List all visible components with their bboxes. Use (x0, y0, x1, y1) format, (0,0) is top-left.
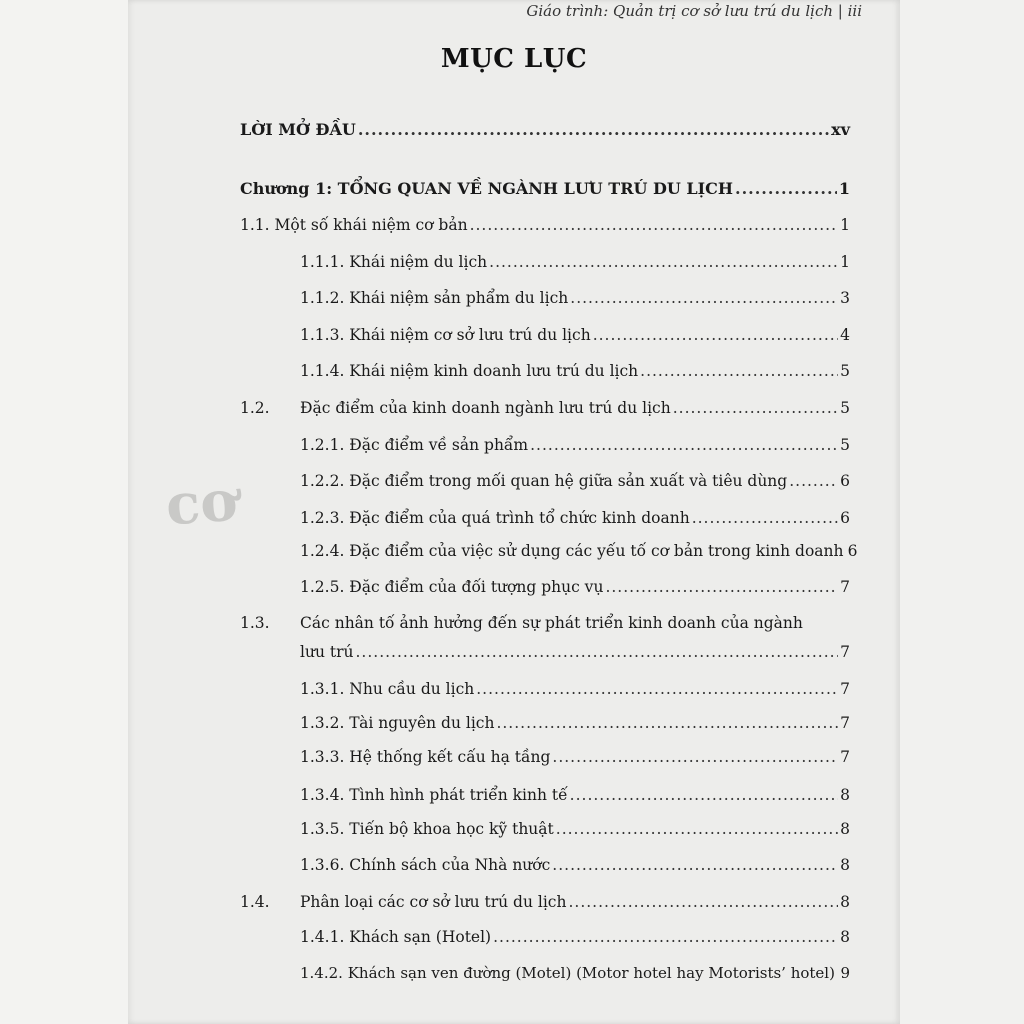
toc-entry-label: 1.2.3. Đặc điểm của quá trình tổ chức kinh doanh (300, 509, 690, 527)
toc-entry-label: 1.3.5. Tiến bộ khoa học kỹ thuật (300, 820, 554, 838)
leader-dots (568, 893, 838, 911)
toc-entry (240, 216, 850, 234)
toc-entry-page: 6 (840, 472, 850, 490)
toc-entry (300, 542, 858, 560)
toc-entry-page: xv (831, 120, 850, 139)
toc-entry-page: 6 (840, 509, 850, 527)
leader-dots (470, 216, 838, 234)
toc-entry (300, 820, 850, 838)
toc-entry-number: 1.2. (240, 399, 270, 417)
right-background (900, 0, 1024, 1024)
toc-entry-page: 4 (840, 326, 850, 344)
leader-dots (789, 472, 838, 490)
toc-entry-page: 8 (840, 928, 850, 946)
show-through-mark: cơ (163, 467, 240, 539)
toc-entry-page: 8 (840, 856, 850, 874)
toc-entry-label: 1.1.2. Khái niệm sản phẩm du lịch (300, 289, 569, 307)
toc-entry-label: Chương 1: TỔNG QUAN VỀ NGÀNH LƯU TRÚ DU LỊCH (240, 179, 734, 198)
toc-entry (300, 714, 850, 732)
toc-entry-label: 1.3.3. Hệ thống kết cấu hạ tầng (300, 748, 551, 766)
running-header: Giáo trình: Quản trị cơ sở lưu trú du lịch | iii (526, 2, 862, 20)
leader-dots (496, 714, 838, 732)
toc-entry-page: 7 (840, 714, 850, 732)
leader-dots (570, 289, 838, 307)
toc-entry-label: 1.1.4. Khái niệm kinh doanh lưu trú du lịch (300, 362, 639, 380)
toc-entry-label: 1.2.4. Đặc điểm của việc sử dụng các yếu tố cơ bản trong kinh doanh (300, 542, 844, 560)
toc-entry-label: 1.2.5. Đặc điểm của đối tượng phục vụ (300, 578, 604, 596)
toc-entry (240, 120, 850, 139)
book-page (128, 0, 900, 1024)
toc-entry-page: 7 (840, 680, 850, 698)
leader-dots (556, 820, 838, 838)
toc-entry (300, 578, 850, 596)
leader-dots (593, 326, 838, 344)
toc-entry (300, 509, 850, 527)
toc-entry-heading (240, 614, 803, 632)
toc-entry-label: 1.3.2. Tài nguyên du lịch (300, 714, 495, 732)
leader-dots (837, 964, 838, 982)
leader-dots (476, 680, 838, 698)
toc-entry-label: 1.1.3. Khái niệm cơ sở lưu trú du lịch (300, 326, 591, 344)
toc-entry (300, 326, 850, 344)
leader-dots (640, 362, 838, 380)
leader-dots (692, 509, 838, 527)
toc-entry-number: 1.4. (240, 893, 270, 911)
toc-entry-page: 8 (840, 786, 850, 804)
toc-entry-label: Đặc điểm của kinh doanh ngành lưu trú du lịch (300, 399, 671, 417)
toc-entry-page: 5 (840, 399, 850, 417)
toc-entry-label: 1.4.1. Khách sạn (Hotel) (300, 928, 492, 946)
leader-dots (552, 856, 838, 874)
leader-dots (355, 643, 838, 661)
toc-entry (300, 786, 850, 804)
toc-entry-label: 1.3.6. Chính sách của Nhà nước (300, 856, 551, 874)
toc-entry-page: 7 (840, 578, 850, 596)
toc-entry (240, 399, 850, 417)
toc-entry (300, 856, 850, 874)
leader-dots (489, 253, 838, 271)
toc-entry-page: 1 (840, 216, 850, 234)
toc-entry-label: 1.3.4. Tình hình phát triển kinh tế (300, 786, 568, 804)
toc-entry (300, 436, 850, 454)
toc-entry-page: 8 (840, 893, 850, 911)
page-title: MỤC LỤC (440, 44, 588, 74)
toc-entry-page: 1 (838, 179, 850, 198)
toc-entry-page: 1 (840, 253, 850, 271)
leader-dots (493, 928, 838, 946)
toc-entry (300, 643, 850, 661)
toc-entry-page: 3 (840, 289, 850, 307)
toc-entry-page: 7 (840, 748, 850, 766)
toc-entry-page: 6 (847, 542, 858, 560)
toc-entry (300, 362, 850, 380)
toc-entry-number: 1.3. (240, 614, 270, 632)
toc-entry (300, 253, 850, 271)
leader-dots (530, 436, 838, 454)
leader-dots (552, 748, 838, 766)
toc-entry (240, 893, 850, 911)
toc-entry (240, 179, 850, 198)
toc-entry-page: 7 (840, 643, 850, 661)
toc-entry-label-line1: Các nhân tố ảnh hưởng đến sự phát triển kinh doanh của ngành (300, 614, 803, 632)
toc-entry-label: 1.2.1. Đặc điểm về sản phẩm (300, 436, 529, 454)
toc-entry-page: 9 (840, 964, 850, 982)
toc-entry-label: Phân loại các cơ sở lưu trú du lịch (300, 893, 567, 911)
toc-entry-label: 1.1. Một số khái niệm cơ bản (240, 216, 468, 234)
toc-entry-page: 5 (840, 362, 850, 380)
toc-entry-page: 8 (840, 820, 850, 838)
left-background (0, 0, 128, 1024)
toc-entry (300, 748, 850, 766)
toc-entry-label: 1.1.1. Khái niệm du lịch (300, 253, 488, 271)
toc-entry (300, 964, 850, 982)
leader-dots (570, 786, 838, 804)
toc-entry (300, 928, 850, 946)
toc-entry-label: LỜI MỞ ĐẦU (240, 120, 356, 139)
leader-dots (358, 120, 829, 139)
toc-entry (300, 680, 850, 698)
toc-entry (300, 472, 850, 490)
toc-entry-label: 1.3.1. Nhu cầu du lịch (300, 680, 475, 698)
leader-dots (605, 578, 838, 596)
toc-entry-label: lưu trú (300, 643, 354, 661)
toc-entry (300, 289, 850, 307)
toc-entry-label: 1.4.2. Khách sạn ven đường (Motel) (Motor hotel hay Motorists’ hotel) (300, 964, 835, 982)
leader-dots (673, 399, 838, 417)
toc-entry-label: 1.2.2. Đặc điểm trong mối quan hệ giữa sản xuất và tiêu dùng (300, 472, 788, 490)
toc-entry-page: 5 (840, 436, 850, 454)
leader-dots (735, 179, 837, 198)
